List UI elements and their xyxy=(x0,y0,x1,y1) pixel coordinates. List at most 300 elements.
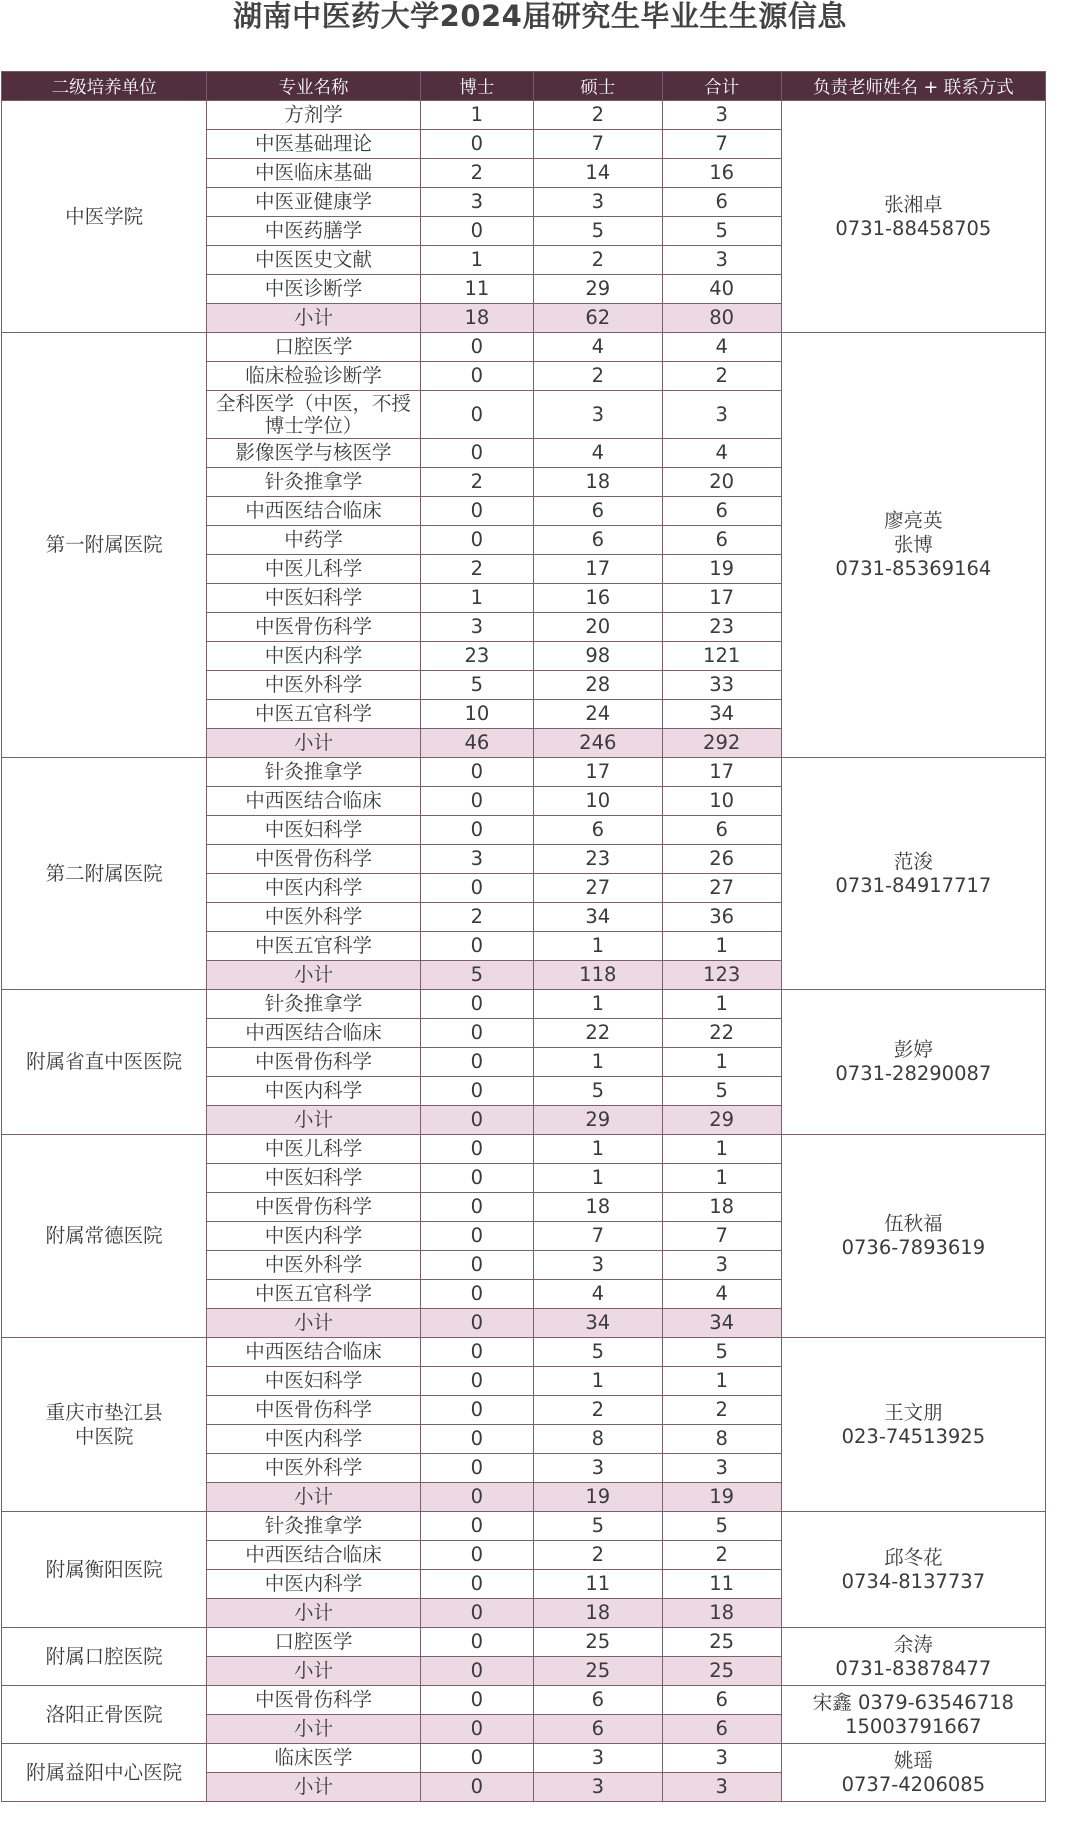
major-name-line: 中西医结合临床 xyxy=(245,1021,382,1044)
master-count-cell: 29 xyxy=(534,275,663,304)
header-contact: 负责老师姓名 + 联系方式 xyxy=(781,72,1045,101)
header-master: 硕士 xyxy=(534,72,663,101)
phd-count-cell: 0 xyxy=(420,1135,533,1164)
phd-count-cell: 0 xyxy=(420,1019,533,1048)
phd-count-cell: 0 xyxy=(420,362,533,391)
major-name-line: 小计 xyxy=(294,1485,334,1508)
major-name-line: 中医药膳学 xyxy=(264,219,363,242)
total-count-cell: 27 xyxy=(662,874,781,903)
phd-count-cell: 1 xyxy=(420,246,533,275)
contact-line: 0731-28290087 xyxy=(835,1062,992,1085)
major-name-line: 中医基础理论 xyxy=(255,132,373,155)
phd-count-cell: 5 xyxy=(420,961,533,990)
master-count-cell: 22 xyxy=(534,1019,663,1048)
major-name-line: 中医内科学 xyxy=(264,1079,363,1102)
total-count-cell: 123 xyxy=(662,961,781,990)
master-count-cell: 6 xyxy=(534,1715,663,1744)
phd-count-cell: 5 xyxy=(420,671,533,700)
major-name-line: 中西医结合临床 xyxy=(245,1340,382,1363)
total-count-cell: 1 xyxy=(662,1048,781,1077)
unit-name-cell xyxy=(2,1686,207,1744)
master-count-cell: 1 xyxy=(534,1048,663,1077)
phd-count-cell: 0 xyxy=(420,1454,533,1483)
phd-count-cell: 3 xyxy=(420,845,533,874)
major-name-line: 小计 xyxy=(294,1601,334,1624)
master-count-cell: 25 xyxy=(534,1657,663,1686)
master-count-cell: 25 xyxy=(534,1628,663,1657)
phd-count-cell: 0 xyxy=(420,990,533,1019)
major-cell xyxy=(207,816,421,845)
major-name-line: 中医内科学 xyxy=(264,876,363,899)
major-name-line: 中医骨伤科学 xyxy=(255,615,373,638)
contact-cell xyxy=(781,758,1045,990)
master-count-cell: 118 xyxy=(534,961,663,990)
master-count-cell: 11 xyxy=(534,1570,663,1599)
phd-count-cell: 0 xyxy=(420,391,533,439)
master-count-cell: 17 xyxy=(534,758,663,787)
phd-count-cell: 0 xyxy=(420,1483,533,1512)
major-name-line: 小计 xyxy=(294,731,334,754)
phd-count-cell: 10 xyxy=(420,700,533,729)
master-count-cell: 34 xyxy=(534,1309,663,1338)
master-count-cell: 19 xyxy=(534,1483,663,1512)
major-name-line: 针灸推拿学 xyxy=(264,992,363,1015)
table-row xyxy=(2,101,1046,130)
total-count-cell: 34 xyxy=(662,1309,781,1338)
total-count-cell: 6 xyxy=(662,497,781,526)
total-count-cell: 18 xyxy=(662,1599,781,1628)
phd-count-cell: 0 xyxy=(420,1077,533,1106)
phd-count-cell: 0 xyxy=(420,333,533,362)
major-cell xyxy=(207,961,421,990)
major-cell xyxy=(207,468,421,497)
unit-name-line: 附属常德医院 xyxy=(45,1224,163,1247)
total-count-cell: 4 xyxy=(662,439,781,468)
header-major: 专业名称 xyxy=(207,72,421,101)
major-cell xyxy=(207,1135,421,1164)
total-count-cell: 22 xyxy=(662,1019,781,1048)
major-cell xyxy=(207,1367,421,1396)
contact-line: 廖亮英 xyxy=(884,509,943,532)
master-count-cell: 1 xyxy=(534,1367,663,1396)
major-cell xyxy=(207,874,421,903)
phd-count-cell: 0 xyxy=(420,1222,533,1251)
total-count-cell: 1 xyxy=(662,1135,781,1164)
unit-name-line: 附属衡阳医院 xyxy=(45,1557,163,1581)
major-name-line: 针灸推拿学 xyxy=(264,760,363,783)
master-count-cell: 2 xyxy=(534,1396,663,1425)
major-name-line: 小计 xyxy=(294,1659,334,1682)
major-name-line: 全科医学（中医，不授 xyxy=(216,391,412,415)
contact-line: 王文朋 xyxy=(884,1400,943,1424)
contact-line: 0731-84917717 xyxy=(835,873,992,897)
major-cell xyxy=(207,990,421,1019)
master-count-cell: 2 xyxy=(534,101,663,130)
total-count-cell: 1 xyxy=(662,1164,781,1193)
contact-line: 余涛 xyxy=(893,1632,933,1656)
contact-line: 宋鑫 0379-63546718 xyxy=(812,1690,1014,1714)
major-name-line: 中医内科学 xyxy=(264,1224,363,1247)
total-count-cell: 19 xyxy=(662,555,781,584)
master-count-cell: 1 xyxy=(534,1164,663,1193)
master-count-cell: 17 xyxy=(534,555,663,584)
contact-line: 0734-8137737 xyxy=(841,1569,986,1593)
total-count-cell: 23 xyxy=(662,613,781,642)
master-count-cell: 4 xyxy=(534,333,663,362)
master-count-cell: 18 xyxy=(534,1599,663,1628)
phd-count-cell: 0 xyxy=(420,932,533,961)
contact-line: 0731-83878477 xyxy=(835,1656,992,1680)
master-count-cell: 8 xyxy=(534,1425,663,1454)
major-cell xyxy=(207,584,421,613)
phd-count-cell: 0 xyxy=(420,1512,533,1541)
phd-count-cell: 3 xyxy=(420,613,533,642)
major-cell xyxy=(207,130,421,159)
master-count-cell: 4 xyxy=(534,1280,663,1309)
unit-name-cell xyxy=(2,1338,207,1512)
major-name-line: 中西医结合临床 xyxy=(245,499,382,522)
major-cell xyxy=(207,275,421,304)
master-count-cell: 16 xyxy=(534,584,663,613)
unit-name-line: 附属口腔医院 xyxy=(45,1644,163,1668)
major-name-line: 口腔医学 xyxy=(274,1630,353,1653)
contact-cell xyxy=(781,333,1045,758)
contact-cell xyxy=(781,1135,1045,1338)
unit-name-cell xyxy=(2,1135,207,1338)
phd-count-cell: 46 xyxy=(420,729,533,758)
master-count-cell: 5 xyxy=(534,1512,663,1541)
major-cell xyxy=(207,1657,421,1686)
total-count-cell: 6 xyxy=(662,526,781,555)
major-name-line: 中医妇科学 xyxy=(264,586,363,609)
major-cell xyxy=(207,613,421,642)
unit-name-line: 中医学院 xyxy=(65,204,144,228)
contact-cell xyxy=(781,101,1045,333)
master-count-cell: 5 xyxy=(534,1338,663,1367)
major-name-line: 临床检验诊断学 xyxy=(245,364,382,387)
major-cell xyxy=(207,1222,421,1251)
contact-line: 15003791667 xyxy=(845,1714,982,1738)
unit-name-cell xyxy=(2,758,207,990)
unit-name-line: 重庆市垫江县 xyxy=(45,1400,163,1424)
unit-name-line: 第二附属医院 xyxy=(45,861,163,885)
contact-line: 姚瑶 xyxy=(893,1748,933,1772)
major-cell xyxy=(207,1280,421,1309)
master-count-cell: 2 xyxy=(534,362,663,391)
phd-count-cell: 0 xyxy=(420,497,533,526)
table-row xyxy=(2,1512,1046,1541)
major-name-line: 博士学位） xyxy=(264,413,363,437)
master-count-cell: 1 xyxy=(534,932,663,961)
master-count-cell: 18 xyxy=(534,468,663,497)
major-cell xyxy=(207,1396,421,1425)
master-count-cell: 3 xyxy=(534,1773,663,1802)
total-count-cell: 18 xyxy=(662,1193,781,1222)
major-cell xyxy=(207,1164,421,1193)
table-body xyxy=(2,101,1046,1802)
major-name-line: 中医妇科学 xyxy=(264,1369,363,1392)
major-cell xyxy=(207,932,421,961)
major-name-line: 中医妇科学 xyxy=(264,818,363,841)
major-cell xyxy=(207,1773,421,1802)
contact-line: 彭婷 xyxy=(893,1038,933,1061)
major-name-line: 中医五官科学 xyxy=(255,702,373,725)
phd-count-cell: 0 xyxy=(420,1570,533,1599)
master-count-cell: 14 xyxy=(534,159,663,188)
master-count-cell: 1 xyxy=(534,990,663,1019)
total-count-cell: 36 xyxy=(662,903,781,932)
phd-count-cell: 0 xyxy=(420,1309,533,1338)
master-count-cell: 62 xyxy=(534,304,663,333)
phd-count-cell: 2 xyxy=(420,555,533,584)
total-count-cell: 5 xyxy=(662,1338,781,1367)
major-name-line: 中医内科学 xyxy=(264,644,363,667)
major-cell xyxy=(207,246,421,275)
major-name-line: 针灸推拿学 xyxy=(264,470,363,493)
master-count-cell: 98 xyxy=(534,642,663,671)
phd-count-cell: 11 xyxy=(420,275,533,304)
total-count-cell: 17 xyxy=(662,584,781,613)
major-cell xyxy=(207,1512,421,1541)
phd-count-cell: 0 xyxy=(420,130,533,159)
major-name-line: 小计 xyxy=(294,1717,334,1740)
table-row xyxy=(2,1338,1046,1367)
phd-count-cell: 0 xyxy=(420,758,533,787)
phd-count-cell: 0 xyxy=(420,1541,533,1570)
major-cell xyxy=(207,1425,421,1454)
master-count-cell: 6 xyxy=(534,497,663,526)
major-name-line: 中医五官科学 xyxy=(255,934,373,957)
table-row xyxy=(2,990,1046,1019)
total-count-cell: 6 xyxy=(662,816,781,845)
total-count-cell: 80 xyxy=(662,304,781,333)
major-name-line: 中医儿科学 xyxy=(264,1137,363,1160)
major-cell xyxy=(207,1570,421,1599)
phd-count-cell: 0 xyxy=(420,1048,533,1077)
contact-line: 023-74513925 xyxy=(841,1424,986,1448)
unit-name-cell xyxy=(2,1744,207,1802)
major-cell xyxy=(207,188,421,217)
master-count-cell: 3 xyxy=(534,1744,663,1773)
total-count-cell: 6 xyxy=(662,188,781,217)
master-count-cell: 3 xyxy=(534,1251,663,1280)
phd-count-cell: 0 xyxy=(420,1715,533,1744)
master-count-cell: 3 xyxy=(534,188,663,217)
master-count-cell: 24 xyxy=(534,700,663,729)
major-cell xyxy=(207,391,421,439)
major-name-line: 小计 xyxy=(294,963,334,986)
major-cell xyxy=(207,700,421,729)
phd-count-cell: 0 xyxy=(420,1251,533,1280)
major-cell xyxy=(207,1715,421,1744)
major-name-line: 方剂学 xyxy=(284,103,343,126)
master-count-cell: 6 xyxy=(534,526,663,555)
total-count-cell: 25 xyxy=(662,1628,781,1657)
major-name-line: 中医外科学 xyxy=(264,1456,363,1479)
major-name-line: 口腔医学 xyxy=(274,335,353,358)
major-cell xyxy=(207,1251,421,1280)
major-cell xyxy=(207,1541,421,1570)
total-count-cell: 33 xyxy=(662,671,781,700)
master-count-cell: 20 xyxy=(534,613,663,642)
total-count-cell: 8 xyxy=(662,1425,781,1454)
total-count-cell: 40 xyxy=(662,275,781,304)
total-count-cell: 11 xyxy=(662,1570,781,1599)
total-count-cell: 5 xyxy=(662,217,781,246)
major-name-line: 中医亚健康学 xyxy=(255,190,373,213)
phd-count-cell: 0 xyxy=(420,1193,533,1222)
table-row xyxy=(2,758,1046,787)
contact-cell xyxy=(781,1744,1045,1802)
total-count-cell: 3 xyxy=(662,246,781,275)
table-row xyxy=(2,1686,1046,1715)
contact-line: 伍秋福 xyxy=(884,1212,943,1235)
contact-line: 张湘卓 xyxy=(884,192,943,216)
major-cell xyxy=(207,362,421,391)
major-cell xyxy=(207,1048,421,1077)
contact-line: 范浚 xyxy=(893,849,933,873)
major-cell xyxy=(207,1483,421,1512)
major-name-line: 中医外科学 xyxy=(264,905,363,928)
header-unit: 二级培养单位 xyxy=(2,72,207,101)
total-count-cell: 19 xyxy=(662,1483,781,1512)
contact-cell xyxy=(781,1512,1045,1628)
phd-count-cell: 1 xyxy=(420,101,533,130)
master-count-cell: 3 xyxy=(534,391,663,439)
master-count-cell: 1 xyxy=(534,1135,663,1164)
total-count-cell: 29 xyxy=(662,1106,781,1135)
master-count-cell: 18 xyxy=(534,1193,663,1222)
total-count-cell: 5 xyxy=(662,1077,781,1106)
major-name-line: 中医诊断学 xyxy=(264,277,363,300)
major-cell xyxy=(207,1744,421,1773)
major-name-line: 中医外科学 xyxy=(264,673,363,696)
total-count-cell: 3 xyxy=(662,391,781,439)
contact-line: 张博 xyxy=(893,533,933,556)
enrollment-table xyxy=(1,71,1046,1802)
major-cell xyxy=(207,1599,421,1628)
unit-name-cell xyxy=(2,333,207,758)
major-cell xyxy=(207,1686,421,1715)
master-count-cell: 6 xyxy=(534,1686,663,1715)
total-count-cell: 3 xyxy=(662,1251,781,1280)
phd-count-cell: 0 xyxy=(420,526,533,555)
major-name-line: 中医临床基础 xyxy=(255,161,373,184)
master-count-cell: 4 xyxy=(534,439,663,468)
major-name-line: 小计 xyxy=(294,306,334,329)
major-name-line: 中医妇科学 xyxy=(264,1166,363,1189)
total-count-cell: 3 xyxy=(662,101,781,130)
major-cell xyxy=(207,497,421,526)
major-cell xyxy=(207,729,421,758)
major-cell xyxy=(207,439,421,468)
total-count-cell: 121 xyxy=(662,642,781,671)
phd-count-cell: 0 xyxy=(420,439,533,468)
phd-count-cell: 0 xyxy=(420,1599,533,1628)
phd-count-cell: 23 xyxy=(420,642,533,671)
total-count-cell: 7 xyxy=(662,1222,781,1251)
phd-count-cell: 2 xyxy=(420,903,533,932)
unit-name-line: 洛阳正骨医院 xyxy=(45,1702,163,1726)
major-name-line: 中医内科学 xyxy=(264,1572,363,1595)
unit-name-line: 中医院 xyxy=(74,1424,134,1448)
master-count-cell: 5 xyxy=(534,1077,663,1106)
phd-count-cell: 0 xyxy=(420,1744,533,1773)
table-row xyxy=(2,1744,1046,1773)
major-name-line: 中药学 xyxy=(284,528,343,551)
master-count-cell: 28 xyxy=(534,671,663,700)
master-count-cell: 6 xyxy=(534,816,663,845)
total-count-cell: 3 xyxy=(662,1744,781,1773)
major-name-line: 中医骨伤科学 xyxy=(255,1050,373,1073)
total-count-cell: 1 xyxy=(662,990,781,1019)
phd-count-cell: 0 xyxy=(420,1367,533,1396)
unit-name-line: 附属省直中医医院 xyxy=(26,1050,183,1073)
total-count-cell: 1 xyxy=(662,1367,781,1396)
major-cell xyxy=(207,787,421,816)
phd-count-cell: 0 xyxy=(420,1396,533,1425)
unit-name-cell xyxy=(2,1628,207,1686)
phd-count-cell: 0 xyxy=(420,816,533,845)
major-cell xyxy=(207,333,421,362)
master-count-cell: 2 xyxy=(534,246,663,275)
phd-count-cell: 18 xyxy=(420,304,533,333)
unit-name-cell xyxy=(2,101,207,333)
total-count-cell: 20 xyxy=(662,468,781,497)
header-row xyxy=(2,72,1046,101)
contact-cell xyxy=(781,1338,1045,1512)
master-count-cell: 27 xyxy=(534,874,663,903)
header-phd: 博士 xyxy=(420,72,533,101)
master-count-cell: 29 xyxy=(534,1106,663,1135)
major-name-line: 针灸推拿学 xyxy=(264,1514,363,1537)
major-cell xyxy=(207,1106,421,1135)
total-count-cell: 2 xyxy=(662,1396,781,1425)
total-count-cell: 7 xyxy=(662,130,781,159)
unit-name-cell xyxy=(2,1512,207,1628)
phd-count-cell: 0 xyxy=(420,1686,533,1715)
major-name-line: 中医骨伤科学 xyxy=(255,847,373,870)
table-row xyxy=(2,1628,1046,1657)
contact-line: 0737-4206085 xyxy=(841,1772,986,1796)
major-name-line: 小计 xyxy=(294,1311,334,1334)
major-name-line: 中医五官科学 xyxy=(255,1282,373,1305)
phd-count-cell: 0 xyxy=(420,1657,533,1686)
major-cell xyxy=(207,304,421,333)
phd-count-cell: 0 xyxy=(420,874,533,903)
unit-name-line: 附属益阳中心医院 xyxy=(26,1760,183,1784)
contact-cell xyxy=(781,1686,1045,1744)
major-name-line: 临床医学 xyxy=(274,1746,353,1769)
contact-line: 邱冬花 xyxy=(884,1545,943,1569)
major-cell xyxy=(207,555,421,584)
table-row xyxy=(2,333,1046,362)
page-title: 湖南中医药大学2024届研究生毕业生生源信息 xyxy=(233,0,847,33)
contact-cell xyxy=(781,1628,1045,1686)
major-cell xyxy=(207,159,421,188)
contact-cell xyxy=(781,990,1045,1135)
total-count-cell: 1 xyxy=(662,932,781,961)
phd-count-cell: 0 xyxy=(420,787,533,816)
phd-count-cell: 2 xyxy=(420,159,533,188)
contact-line: 0731-88458705 xyxy=(835,216,992,240)
master-count-cell: 3 xyxy=(534,1454,663,1483)
major-name-line: 中医外科学 xyxy=(264,1253,363,1276)
total-count-cell: 3 xyxy=(662,1454,781,1483)
major-name-line: 中医骨伤科学 xyxy=(255,1398,373,1421)
master-count-cell: 2 xyxy=(534,1541,663,1570)
major-name-line: 影像医学与核医学 xyxy=(235,441,392,464)
